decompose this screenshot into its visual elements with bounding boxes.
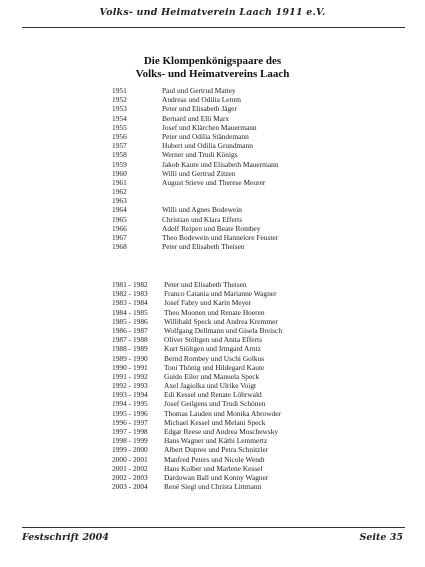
year: 1994 - 1995 xyxy=(112,399,148,409)
couple-names: Josef Fabry und Karin Meyer xyxy=(164,298,252,308)
year: 1959 xyxy=(112,159,127,169)
royal-couples-list-1981-2004 xyxy=(112,280,282,491)
footer-rule xyxy=(22,527,405,528)
list-item xyxy=(112,196,279,205)
year: 1995 - 1996 xyxy=(112,408,148,418)
couple-names: Bernd Rombey und Uschi Golkus xyxy=(164,353,265,363)
couple-names: Willi und Gertrud Zitzen xyxy=(162,168,236,178)
year: 1988 - 1989 xyxy=(112,344,148,354)
couple-names: Theo Moonen und Renate Hoeren xyxy=(164,307,265,317)
list-item xyxy=(112,123,279,132)
list-item xyxy=(112,224,279,233)
year: 1992 - 1993 xyxy=(112,381,148,391)
list-item xyxy=(112,104,279,113)
couple-names: René Siegl und Christa Littmann xyxy=(164,482,262,492)
year: 1996 - 1997 xyxy=(112,417,148,427)
list-item xyxy=(112,482,282,491)
couple-names: Peter und Odilia Ständemann xyxy=(162,131,249,141)
list-item xyxy=(112,418,282,427)
couple-names: Wolfgang Dellmann und Gisela Breisch xyxy=(164,325,283,335)
list-item xyxy=(112,132,279,141)
list-item xyxy=(112,205,279,214)
list-item xyxy=(112,381,282,390)
couple-names: Theo Bodewein und Hannelore Feuster xyxy=(162,233,279,242)
year: 1960 xyxy=(112,168,127,178)
year: 1999 - 2000 xyxy=(112,445,148,455)
year: 1962 xyxy=(112,187,127,197)
couple-names: Peter und Elisabeth Jäger xyxy=(162,104,237,114)
year: 1993 - 1994 xyxy=(112,390,148,400)
header-rule xyxy=(22,27,405,28)
couple-names: Axel Jagiolka und Ulrike Voigt xyxy=(164,381,257,391)
list-item xyxy=(112,390,282,399)
year: 1958 xyxy=(112,150,127,160)
year: 1954 xyxy=(112,113,127,123)
couple-names: Hans Kolber und Marlene Kessel xyxy=(164,463,263,473)
couple-names: Josef Geilgens und Trudi Schönen xyxy=(164,399,266,409)
list-item xyxy=(112,150,279,159)
list-item xyxy=(112,160,279,169)
list-item xyxy=(112,473,282,482)
couple-names: Hans Wagner und Käthi Lemmertz xyxy=(164,436,268,446)
year: 1981 - 1982 xyxy=(112,280,148,289)
year: 1964 xyxy=(112,205,127,215)
year: 1991 - 1992 xyxy=(112,371,148,381)
footer-publication: Festschrift 2004 xyxy=(22,532,109,543)
couple-names: Thomas Lauden und Monika Abrowder xyxy=(164,408,281,418)
year: 1955 xyxy=(112,122,127,132)
couple-names: Hubert und Odilia Grundmann xyxy=(162,141,253,151)
royal-couples-list-1951-1968 xyxy=(112,86,279,251)
year: 1968 xyxy=(112,242,127,252)
page-number: Seite 35 xyxy=(359,532,403,543)
year: 1989 - 1990 xyxy=(112,353,148,363)
couple-names: Andreas und Odilia Lemm xyxy=(162,95,242,105)
list-item xyxy=(112,86,279,95)
couple-names: Albert Dupree und Petra Schnitzler xyxy=(164,445,269,455)
year: 2002 - 2003 xyxy=(112,472,148,482)
year: 1951 xyxy=(112,86,127,95)
list-item xyxy=(112,363,282,372)
year: 1952 xyxy=(112,95,127,105)
couple-names: Edi Kessel und Renate Löhrwald xyxy=(164,390,262,400)
list-item xyxy=(112,289,282,298)
couple-names: August Stieve und Therese Meurer xyxy=(162,177,266,187)
list-item xyxy=(112,187,279,196)
year: 2000 - 2001 xyxy=(112,454,148,464)
year: 1986 - 1987 xyxy=(112,325,148,335)
year: 1963 xyxy=(112,196,127,206)
couple-names: Bernard und Elli Marx xyxy=(162,113,230,123)
list-item xyxy=(112,233,279,242)
list-item xyxy=(112,114,279,123)
list-item xyxy=(112,215,279,224)
year: 1985 - 1986 xyxy=(112,316,148,326)
couple-names: Jakob Kaute und Elisabeth Mauermann xyxy=(162,159,279,169)
couple-names: Willibald Speck und Andrea Kremmer xyxy=(164,316,278,326)
year: 1987 - 1988 xyxy=(112,335,148,345)
list-item xyxy=(112,372,282,381)
list-item xyxy=(112,436,282,445)
year: 1983 - 1984 xyxy=(112,298,148,308)
running-header: Volks- und Heimatverein Laach 1911 e.V. xyxy=(99,7,326,18)
couple-names: Christian und Klara Efferts xyxy=(162,214,243,224)
list-item xyxy=(112,326,282,335)
year: 1984 - 1985 xyxy=(112,307,148,317)
couple-names: Josef und Klärchen Mauermann xyxy=(162,122,257,132)
year: 1965 xyxy=(112,214,127,224)
list-item xyxy=(112,354,282,363)
list-item xyxy=(112,95,279,104)
year: 1997 - 1998 xyxy=(112,427,148,436)
couple-names: Werner und Trudi Königs xyxy=(162,150,238,160)
year: 2003 - 2004 xyxy=(112,482,148,492)
list-item xyxy=(112,317,282,326)
year: 1957 xyxy=(112,141,127,151)
list-item xyxy=(112,308,282,317)
couple-names: Peter und Elisabeth Theisen xyxy=(164,280,247,289)
couple-names: Edgar Reese und Andrea Moschewsky xyxy=(164,427,279,436)
list-item xyxy=(112,455,282,464)
year: 1998 - 1999 xyxy=(112,436,148,446)
couple-names: Paul und Gertrud Mattey xyxy=(162,86,236,95)
couple-names: Oliver Stöltgen und Anita Efferts xyxy=(164,335,262,345)
year: 1967 xyxy=(112,233,127,242)
list-item xyxy=(112,280,282,289)
couple-names: Toni Thönig und Hildegard Kaute xyxy=(164,362,265,372)
year: 1966 xyxy=(112,223,127,233)
year: 2001 - 2002 xyxy=(112,463,148,473)
list-item xyxy=(112,399,282,408)
list-item xyxy=(112,427,282,436)
list-item xyxy=(112,178,279,187)
couple-names: Michael Kessel und Melani Speck xyxy=(164,417,266,427)
page-title-line-1: Die Klompenkönigspaare des xyxy=(143,55,282,67)
list-item xyxy=(112,335,282,344)
couple-names: Manfred Peters und Nicole Wendt xyxy=(164,454,265,464)
list-item xyxy=(112,242,279,251)
couple-names: Adolf Reipen und Beate Rombey xyxy=(162,223,261,233)
list-item xyxy=(112,169,279,178)
year: 1990 - 1991 xyxy=(112,362,148,372)
couple-names: Willi und Agnes Bodewein xyxy=(162,205,242,215)
list-item xyxy=(112,141,279,150)
list-item xyxy=(112,344,282,353)
year: 1956 xyxy=(112,131,127,141)
couple-names: Dardowan Ball und Konny Wagner xyxy=(164,472,269,482)
list-item xyxy=(112,298,282,307)
list-item xyxy=(112,409,282,418)
list-item xyxy=(112,464,282,473)
year: 1953 xyxy=(112,104,127,114)
year: 1982 - 1983 xyxy=(112,289,148,299)
couple-names: Franco Catania und Marianne Wagner xyxy=(164,289,277,299)
year: 1961 xyxy=(112,177,127,187)
couple-names: Kurt Stöltgen und Irmgard Arntz xyxy=(164,344,261,354)
couple-names: Peter und Elisabeth Theisen xyxy=(162,242,245,252)
list-item xyxy=(112,445,282,454)
couple-names: Guido Eiler und Manuela Speck xyxy=(164,371,260,381)
page-title-line-2: Volks- und Heimatvereins Laach xyxy=(135,68,290,80)
